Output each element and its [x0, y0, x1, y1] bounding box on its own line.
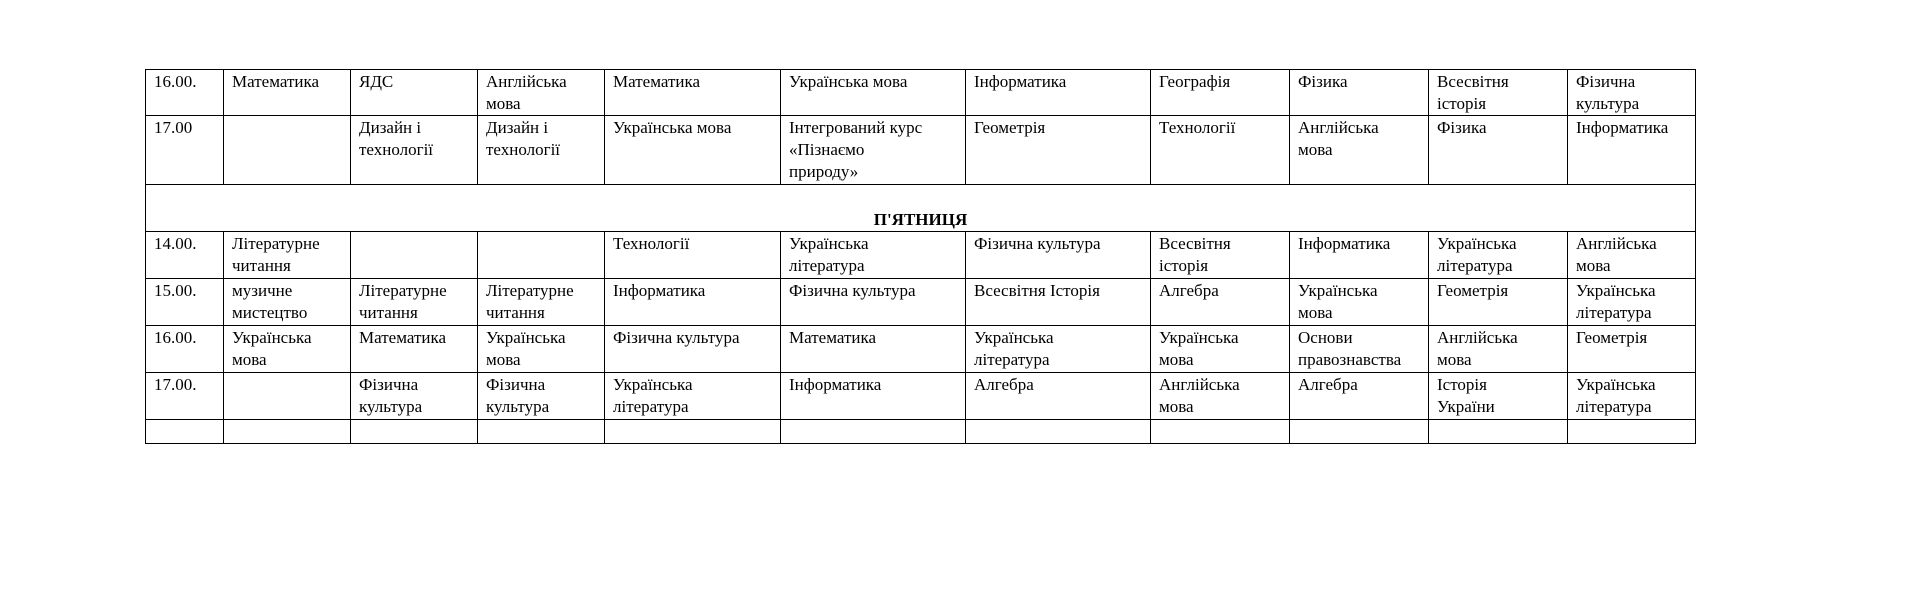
subject-cell: Алгебра	[1151, 279, 1290, 326]
subject-cell: Фізика	[1290, 70, 1429, 116]
empty-cell	[966, 420, 1151, 444]
empty-cell	[1568, 420, 1696, 444]
day-heading: П'ЯТНИЦЯ	[146, 185, 1696, 232]
subject-cell: Математика	[351, 326, 478, 373]
subject-cell: Українська мова	[478, 326, 605, 373]
subject-cell: Математика	[605, 70, 781, 116]
subject-cell: Фізична культура	[966, 232, 1151, 279]
table-row	[146, 70, 1696, 116]
subject-cell: Основи правознавства	[1290, 326, 1429, 373]
empty-cell	[351, 420, 478, 444]
empty-cell	[1151, 420, 1290, 444]
subject-cell: Українська мова	[1151, 326, 1290, 373]
subject-cell: Інтегрований курс «Пізнаємо природу»	[781, 116, 966, 185]
time-cell: 16.00.	[146, 70, 224, 116]
empty-cell	[478, 420, 605, 444]
table-row	[146, 232, 1696, 279]
subject-cell: Географія	[1151, 70, 1290, 116]
table-row	[146, 373, 1696, 420]
subject-cell: Українська література	[966, 326, 1151, 373]
subject-cell: Англійська мова	[1429, 326, 1568, 373]
time-cell: 14.00.	[146, 232, 224, 279]
empty-cell	[605, 420, 781, 444]
time-cell: 17.00.	[146, 373, 224, 420]
subject-cell: Дизайн і технології	[478, 116, 605, 185]
subject-cell: Інформатика	[1290, 232, 1429, 279]
subject-cell: Англійська мова	[478, 70, 605, 116]
empty-cell	[1290, 420, 1429, 444]
subject-cell: Українська література	[605, 373, 781, 420]
subject-cell	[351, 232, 478, 279]
empty-cell	[224, 420, 351, 444]
subject-cell: Алгебра	[1290, 373, 1429, 420]
subject-cell: Математика	[224, 70, 351, 116]
subject-cell: Інформатика	[1568, 116, 1696, 185]
subject-cell: Фізична культура	[605, 326, 781, 373]
subject-cell	[224, 116, 351, 185]
subject-cell: Українська мова	[605, 116, 781, 185]
subject-cell: Літературне читання	[478, 279, 605, 326]
subject-cell: Англійська мова	[1568, 232, 1696, 279]
subject-cell: Математика	[781, 326, 966, 373]
subject-cell: Українська мова	[224, 326, 351, 373]
subject-cell: Англійська мова	[1151, 373, 1290, 420]
empty-cell	[146, 420, 224, 444]
subject-cell: Фізика	[1429, 116, 1568, 185]
table-row	[146, 116, 1696, 185]
subject-cell: Українська література	[1568, 279, 1696, 326]
subject-cell	[224, 373, 351, 420]
subject-cell: Геометрія	[966, 116, 1151, 185]
time-cell: 16.00.	[146, 326, 224, 373]
empty-cell	[781, 420, 966, 444]
time-cell: 17.00	[146, 116, 224, 185]
subject-cell: Технології	[605, 232, 781, 279]
subject-cell: Українська література	[781, 232, 966, 279]
subject-cell: Українська мова	[1290, 279, 1429, 326]
subject-cell: Всесвітня Історія	[966, 279, 1151, 326]
subject-cell: Інформатика	[781, 373, 966, 420]
empty-cell	[1429, 420, 1568, 444]
subject-cell: Українська мова	[781, 70, 966, 116]
subject-cell: Історія України	[1429, 373, 1568, 420]
subject-cell: Фізична культура	[781, 279, 966, 326]
subject-cell: Алгебра	[966, 373, 1151, 420]
subject-cell: Всесвітня історія	[1151, 232, 1290, 279]
subject-cell: Фізична культура	[1568, 70, 1696, 116]
table-row-empty	[146, 420, 1696, 444]
subject-cell: Інформатика	[605, 279, 781, 326]
subject-cell: Англійська мова	[1290, 116, 1429, 185]
day-heading-row	[146, 185, 1696, 232]
subject-cell: Літературне читання	[351, 279, 478, 326]
subject-cell	[478, 232, 605, 279]
subject-cell: Геометрія	[1429, 279, 1568, 326]
subject-cell: Інформатика	[966, 70, 1151, 116]
subject-cell: ЯДС	[351, 70, 478, 116]
subject-cell: Дизайн і технології	[351, 116, 478, 185]
subject-cell: Технології	[1151, 116, 1290, 185]
table-row	[146, 279, 1696, 326]
subject-cell: Фізична культура	[351, 373, 478, 420]
subject-cell: Всесвітня історія	[1429, 70, 1568, 116]
time-cell: 15.00.	[146, 279, 224, 326]
subject-cell: Українська література	[1568, 373, 1696, 420]
subject-cell: Фізична культура	[478, 373, 605, 420]
schedule-table	[145, 69, 1696, 444]
subject-cell: Геометрія	[1568, 326, 1696, 373]
subject-cell: Літературне читання	[224, 232, 351, 279]
subject-cell: музичне мистецтво	[224, 279, 351, 326]
table-row	[146, 326, 1696, 373]
subject-cell: Українська література	[1429, 232, 1568, 279]
